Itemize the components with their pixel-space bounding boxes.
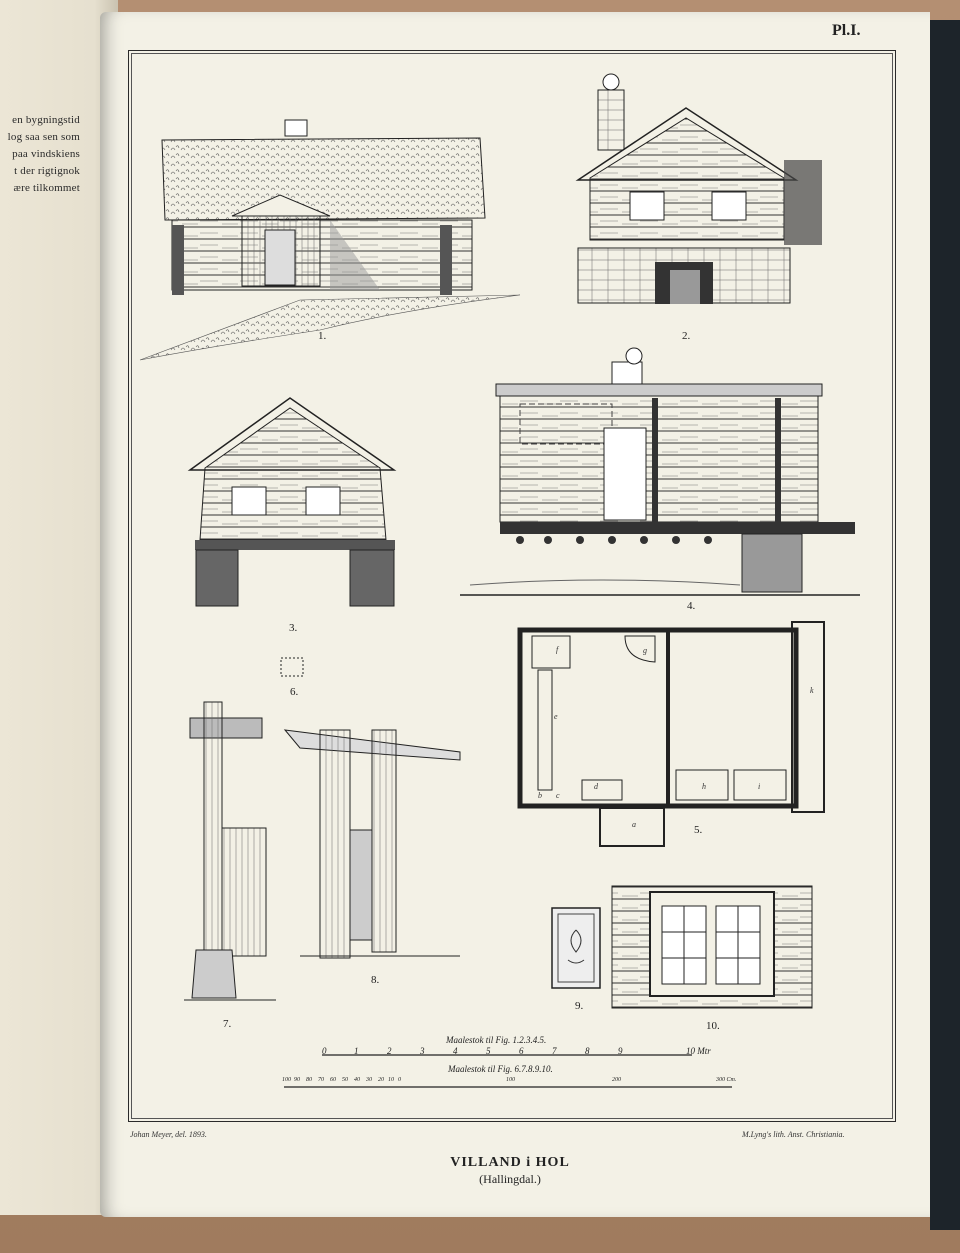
- figure-label-6: 6.: [290, 686, 299, 698]
- scale-2-label: Maalestok til Fig. 6.7.8.9.10.: [448, 1064, 553, 1074]
- scale-1-tick: 6: [519, 1046, 524, 1056]
- credit-left: Johan Meyer, del. 1893.: [130, 1130, 207, 1139]
- figure-label-8: 8.: [371, 974, 380, 986]
- left-line: en bygningstid: [12, 114, 80, 126]
- scale-2-tick: 80: [306, 1077, 312, 1083]
- plan-letter: g: [643, 646, 647, 655]
- figure-3-drawing: [190, 398, 395, 606]
- plan-letter: h: [702, 782, 706, 791]
- figure-8-drawing: [285, 730, 460, 958]
- figure-label-7: 7.: [223, 1018, 232, 1030]
- plan-letter: e: [554, 712, 558, 721]
- credit-right: M.Lyng's lith. Anst. Christiania.: [742, 1130, 845, 1139]
- figure-10-drawing: [612, 886, 812, 1008]
- plan-letter: a: [632, 820, 636, 829]
- scale-2-tick: 90: [294, 1077, 300, 1083]
- scale-1-tick: 3: [420, 1046, 425, 1056]
- plan-letter: c: [556, 791, 560, 800]
- plan-letter: b: [538, 791, 542, 800]
- scale-2-tick: 0: [398, 1077, 401, 1083]
- scale-2-tick: 50: [342, 1077, 348, 1083]
- scale-2-tick: 10: [388, 1077, 394, 1083]
- figure-1-drawing: [140, 120, 520, 360]
- scale-1-tick: 2: [387, 1046, 392, 1056]
- scale-2-tick: 100: [506, 1077, 515, 1083]
- scale-1-tick: 8: [585, 1046, 590, 1056]
- figure-9-drawing: [552, 908, 600, 988]
- scale-2-tick: 100: [282, 1077, 291, 1083]
- scale-2-tick: 30: [366, 1077, 372, 1083]
- figure-label-1: 1.: [318, 330, 327, 342]
- scale-1-label: Maalestok til Fig. 1.2.3.4.5.: [446, 1035, 547, 1045]
- scale-2-tick: 60: [330, 1077, 336, 1083]
- scale-1-tick: 9: [618, 1046, 623, 1056]
- figure-label-3: 3.: [289, 622, 298, 634]
- plan-letter: d: [594, 782, 598, 791]
- scale-1-tick: 0: [322, 1046, 327, 1056]
- plan-letter: i: [758, 782, 761, 791]
- figure-6-drawing: [281, 658, 303, 676]
- left-line: log saa sen som: [7, 131, 80, 143]
- figure-label-10: 10.: [706, 1020, 720, 1032]
- figure-2-drawing: [578, 74, 822, 304]
- plate-subtitle: (Hallingdal.): [479, 1172, 541, 1186]
- figure-label-2: 2.: [682, 330, 691, 342]
- figure-label-9: 9.: [575, 1000, 584, 1012]
- left-line: t der rigtignok: [14, 165, 80, 177]
- scale-1-tick: 1: [354, 1046, 359, 1056]
- scale-1-tick: 10 Mtr: [686, 1046, 711, 1056]
- plan-letter: f: [556, 645, 559, 654]
- figure-label-4: 4.: [687, 600, 696, 612]
- figure-label-5: 5.: [694, 824, 703, 836]
- scale-1-tick: 4: [453, 1046, 458, 1056]
- figure-5-plan: [520, 622, 824, 846]
- scale-1-tick: 7: [552, 1046, 557, 1056]
- left-line: ære tilkommet: [13, 182, 80, 194]
- scale-2-tick: 70: [318, 1077, 324, 1083]
- scale-2-tick: 300 Cm.: [716, 1077, 737, 1083]
- left-line: paa vindskiens: [12, 148, 80, 160]
- scale-2-tick: 40: [354, 1077, 360, 1083]
- plan-letter: k: [810, 686, 814, 695]
- scale-2-tick: 200: [612, 1077, 621, 1083]
- scale-2-tick: 20: [378, 1077, 384, 1083]
- plate-title: VILLAND i HOL: [450, 1155, 570, 1170]
- figure-4-drawing: [460, 348, 860, 595]
- figure-7-drawing: [184, 702, 276, 1000]
- plate-number: Pl.I.: [832, 22, 861, 39]
- scale-1-tick: 5: [486, 1046, 491, 1056]
